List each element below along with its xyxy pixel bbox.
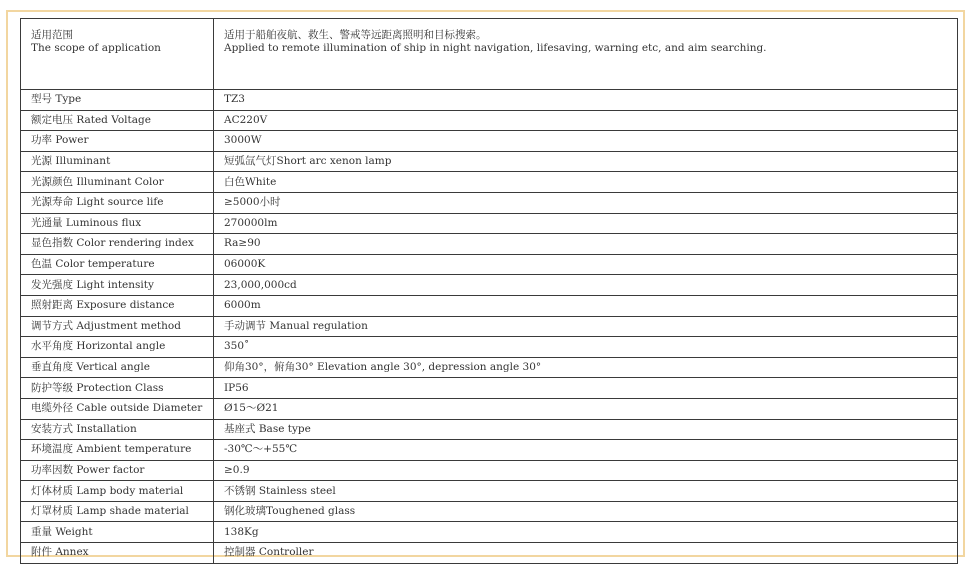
spec-value-cell: 6000m	[214, 295, 958, 316]
spec-value-cell: ≥0.9	[214, 460, 958, 481]
scope-value-cn: 适用于船舶夜航、救生、警戒等远距离照明和目标搜索。	[224, 29, 487, 41]
spec-param-cell: 灯罩材质 Lamp shade material	[21, 501, 214, 522]
spec-value-cell: 138Kg	[214, 522, 958, 543]
spec-param-cell: 安装方式 Installation	[21, 419, 214, 440]
spec-param-cell: 附件 Annex	[21, 543, 214, 564]
spec-param-cell: 功率因数 Power factor	[21, 460, 214, 481]
spec-row	[21, 481, 958, 502]
spec-value-cell: 手动调节 Manual regulation	[214, 316, 958, 337]
spec-row	[21, 295, 958, 316]
spec-value-cell: 仰角30°，俯角30° Elevation angle 30°, depression angle 30°	[214, 357, 958, 378]
spec-param-cell: 色温 Color temperature	[21, 254, 214, 275]
spec-row	[21, 378, 958, 399]
spec-param-cell: 型号 Type	[21, 90, 214, 111]
spec-param-cell: 环境温度 Ambient temperature	[21, 440, 214, 461]
spec-value-cell: ≥5000小时	[214, 192, 958, 213]
spec-param-cell: 灯体材质 Lamp body material	[21, 481, 214, 502]
spec-value-cell: 控制器 Controller	[214, 543, 958, 564]
spec-value-cell: 钢化玻璃Toughened glass	[214, 501, 958, 522]
scope-label-cell	[21, 19, 214, 90]
spec-value-cell: TZ3	[214, 90, 958, 111]
spec-param-cell: 光源颜色 Illuminant Color	[21, 172, 214, 193]
scope-row	[21, 19, 958, 90]
spec-value-cell: 不锈钢 Stainless steel	[214, 481, 958, 502]
spec-value-cell: -30℃～+55℃	[214, 440, 958, 461]
spec-row	[21, 337, 958, 358]
spec-row	[21, 110, 958, 131]
spec-value-cell: 350˚	[214, 337, 958, 358]
spec-row	[21, 90, 958, 111]
spec-sheet-frame	[6, 10, 965, 557]
scope-value-cell	[214, 19, 958, 90]
scope-value-en: Applied to remote illumination of ship in night navigation, lifesaving, warning etc, and aim searching.	[224, 42, 767, 54]
spec-row	[21, 357, 958, 378]
spec-param-cell: 调节方式 Adjustment method	[21, 316, 214, 337]
spec-row	[21, 192, 958, 213]
spec-row	[21, 419, 958, 440]
spec-value-cell: 白色White	[214, 172, 958, 193]
spec-param-cell: 水平角度 Horizontal angle	[21, 337, 214, 358]
spec-value-cell: IP56	[214, 378, 958, 399]
spec-row	[21, 254, 958, 275]
spec-param-cell: 照射距离 Exposure distance	[21, 295, 214, 316]
spec-row	[21, 460, 958, 481]
spec-row	[21, 440, 958, 461]
spec-row	[21, 234, 958, 255]
spec-value-cell: AC220V	[214, 110, 958, 131]
spec-param-cell: 发光强度 Light intensity	[21, 275, 214, 296]
spec-row	[21, 398, 958, 419]
spec-value-cell: 270000lm	[214, 213, 958, 234]
spec-param-cell: 光通量 Luminous flux	[21, 213, 214, 234]
spec-param-cell: 防护等级 Protection Class	[21, 378, 214, 399]
scope-label-en: The scope of application	[31, 42, 161, 54]
spec-row	[21, 131, 958, 152]
spec-param-cell: 光源 Illuminant	[21, 151, 214, 172]
spec-row	[21, 172, 958, 193]
spec-param-cell: 重量 Weight	[21, 522, 214, 543]
scope-label-cn: 适用范围	[31, 29, 73, 41]
spec-param-cell: 显色指数 Color rendering index	[21, 234, 214, 255]
spec-value-cell: 短弧氙气灯Short arc xenon lamp	[214, 151, 958, 172]
spec-value-cell: 3000W	[214, 131, 958, 152]
spec-row	[21, 316, 958, 337]
spec-param-cell: 电缆外径 Cable outside Diameter	[21, 398, 214, 419]
spec-row	[21, 213, 958, 234]
spec-param-cell: 光源寿命 Light source life	[21, 192, 214, 213]
spec-row	[21, 501, 958, 522]
spec-row	[21, 151, 958, 172]
spec-row	[21, 522, 958, 543]
spec-param-cell: 垂直角度 Vertical angle	[21, 357, 214, 378]
spec-param-cell: 功率 Power	[21, 131, 214, 152]
spec-value-cell: Ra≥90	[214, 234, 958, 255]
spec-row	[21, 275, 958, 296]
spec-value-cell: 基座式 Base type	[214, 419, 958, 440]
spec-table	[20, 18, 958, 564]
spec-param-cell: 额定电压 Rated Voltage	[21, 110, 214, 131]
spec-value-cell: 06000K	[214, 254, 958, 275]
spec-value-cell: 23,000,000cd	[214, 275, 958, 296]
spec-row	[21, 543, 958, 564]
spec-value-cell: Ø15～Ø21	[214, 398, 958, 419]
